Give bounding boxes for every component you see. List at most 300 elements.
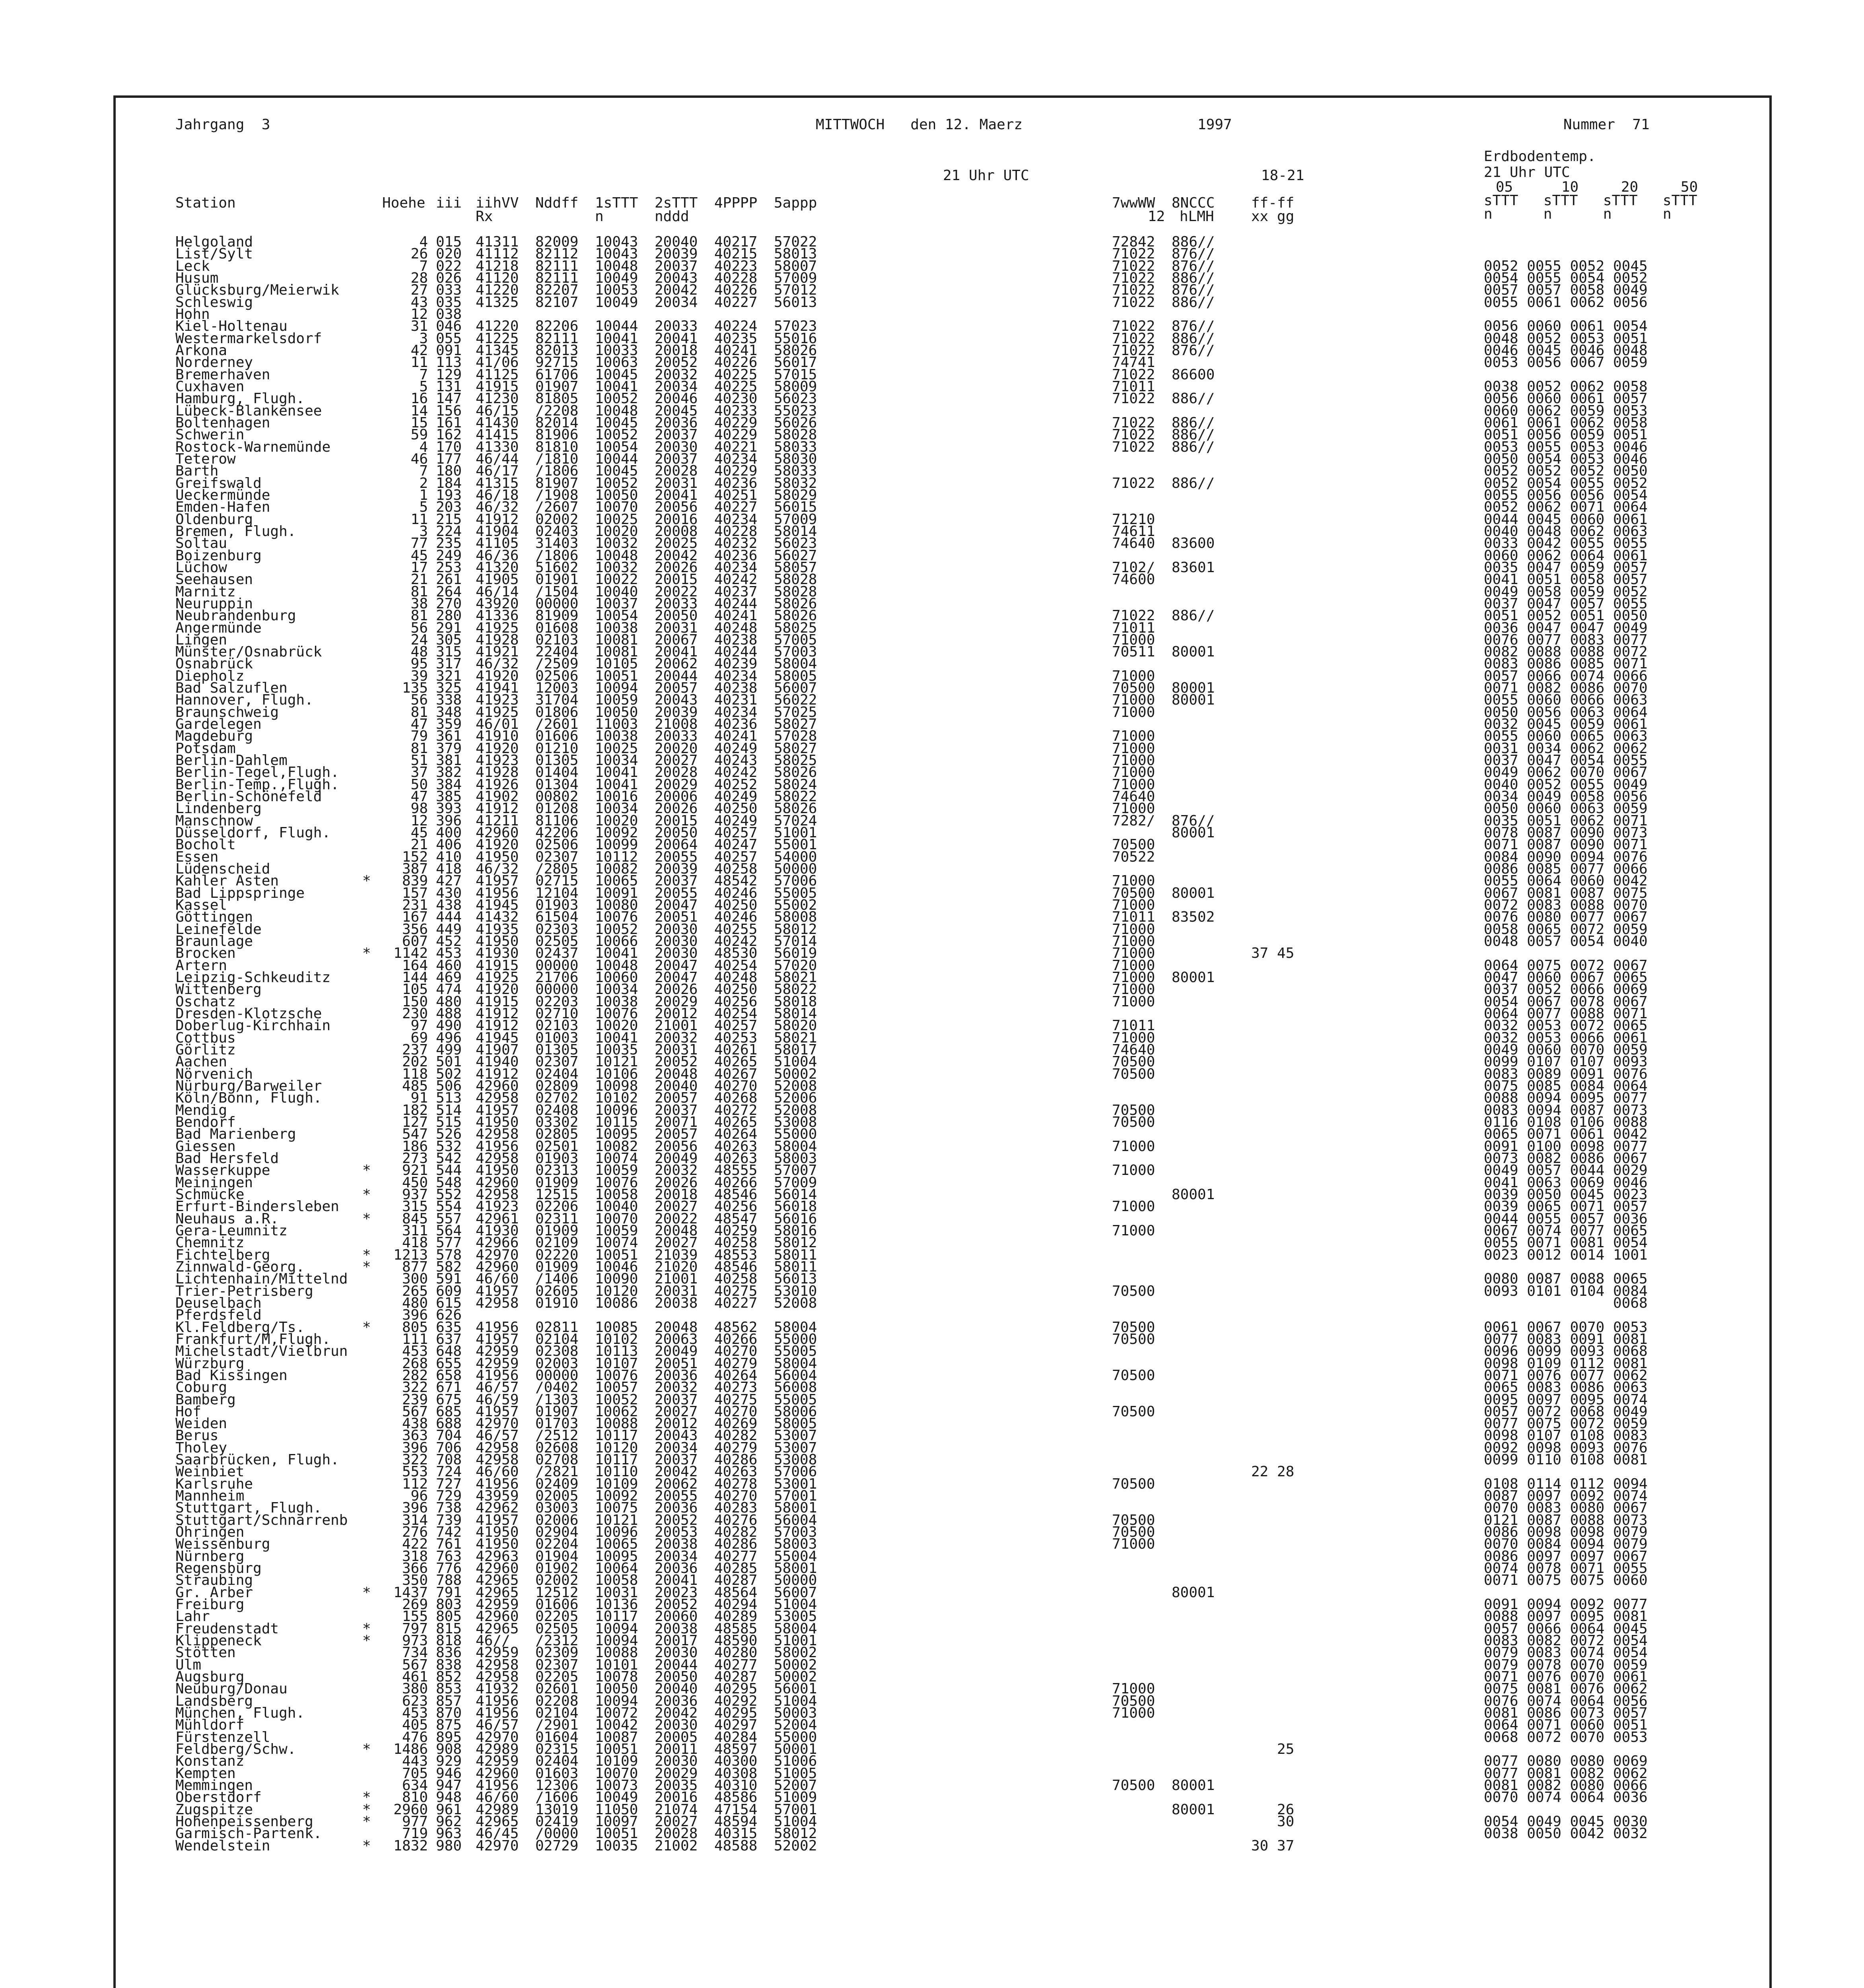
group-8nccc: 80001 <box>1172 1777 1215 1794</box>
group-nddff: /2607 <box>535 499 579 516</box>
group-5appp: 58012 <box>774 1235 817 1251</box>
group-1sttt: 10107 <box>595 1355 638 1372</box>
group-7wwww: 70500 <box>1112 680 1155 697</box>
group-1sttt: 10086 <box>595 1295 638 1311</box>
group-1sttt: 10078 <box>595 1669 638 1685</box>
table-row <box>116 523 1769 540</box>
group-1sttt: 10052 <box>595 390 638 407</box>
group-nddff: 81907 <box>535 475 579 491</box>
group-7wwww: 70500 <box>1112 1693 1155 1709</box>
group-iihvv: 41928 <box>476 631 519 648</box>
station-name: Neubrandenburg <box>175 608 296 624</box>
table-row <box>116 511 1769 528</box>
station-name: Marnitz <box>175 583 236 600</box>
high-station-marker: * <box>362 1258 371 1275</box>
soil-temps: 0075 0081 0076 0062 <box>1484 1681 1648 1697</box>
group-1sttt: 10051 <box>595 1246 638 1263</box>
station-index: 513 <box>436 1090 462 1107</box>
group-7wwww: 71000 <box>1112 969 1155 986</box>
station-height: 977 <box>402 1813 428 1830</box>
table-row <box>116 1608 1769 1625</box>
group-4pppp: 40255 <box>714 921 758 938</box>
group-5appp: 56013 <box>774 294 817 311</box>
group-nddff: 02811 <box>535 1319 579 1336</box>
station-name: Angermünde <box>175 619 262 636</box>
station-height: 1832 <box>393 1837 428 1854</box>
station-index: 280 <box>436 608 462 624</box>
group-nddff: /1806 <box>535 547 579 564</box>
station-name: Mühldorf <box>175 1717 245 1734</box>
group-1sttt: 10038 <box>595 993 638 1010</box>
soil-temps: 0077 0081 0082 0062 <box>1484 1765 1648 1782</box>
group-1sttt: 10049 <box>595 1789 638 1806</box>
group-2sttt: 20049 <box>655 1343 698 1360</box>
soil-temps: 0064 0071 0060 0051 <box>1484 1717 1648 1734</box>
soil-temps: 0116 0108 0106 0088 <box>1484 1114 1648 1130</box>
soil-temps: 0086 0085 0077 0066 <box>1484 861 1648 878</box>
station-index: 729 <box>436 1488 462 1505</box>
group-1sttt: 10059 <box>595 692 638 709</box>
group-nddff: 01404 <box>535 764 579 781</box>
table-row <box>116 547 1769 564</box>
group-2sttt: 20030 <box>655 439 698 455</box>
group-2sttt: 20036 <box>655 414 698 431</box>
group-2sttt: 20032 <box>655 366 698 383</box>
group-2sttt: 20036 <box>655 1367 698 1384</box>
group-5appp: 55005 <box>774 885 817 901</box>
group-5appp: 57007 <box>774 1162 817 1179</box>
station-height: 268 <box>402 1355 428 1372</box>
station-name: Westermarkelsdorf <box>175 330 322 347</box>
soil-temps: 0052 0062 0071 0064 <box>1484 499 1648 516</box>
station-height: 24 <box>410 631 428 648</box>
station-index: 162 <box>436 427 462 443</box>
group-iihvv: 41905 <box>476 571 519 588</box>
table-row <box>116 1452 1769 1468</box>
group-7wwww: 70500 <box>1112 1283 1155 1299</box>
group-1sttt: 10033 <box>595 342 638 359</box>
group-iihvv: 41956 <box>476 1705 519 1722</box>
group-iihvv: 41950 <box>476 1162 519 1179</box>
group-5appp: 50002 <box>774 1656 817 1673</box>
group-5appp: 56017 <box>774 354 817 371</box>
station-height: 405 <box>402 1717 428 1734</box>
station-name: Oschatz <box>175 993 236 1010</box>
group-4pppp: 40257 <box>714 1017 758 1034</box>
table-row <box>116 1258 1769 1275</box>
group-iihvv: 41915 <box>476 957 519 974</box>
group-iihvv: 42965 <box>476 1584 519 1601</box>
station-height: 21 <box>410 571 428 588</box>
soil-temps: 0049 0060 0070 0059 <box>1484 1041 1648 1058</box>
group-5appp: 57020 <box>774 957 817 974</box>
group-4pppp: 40279 <box>714 1355 758 1372</box>
group-1sttt: 10020 <box>595 523 638 540</box>
station-index: 406 <box>436 837 462 853</box>
soil-temps: 0096 0099 0093 0068 <box>1484 1343 1648 1360</box>
group-nddff: 02506 <box>535 668 579 684</box>
station-name: Hof <box>175 1403 202 1420</box>
group-nddff: 01909 <box>535 1258 579 1275</box>
station-index: 452 <box>436 933 462 950</box>
station-name: Wasserkuppe <box>175 1162 270 1179</box>
station-name: Wendelstein <box>175 1837 270 1854</box>
group-1sttt: 10121 <box>595 1054 638 1070</box>
group-1sttt: 10117 <box>595 1427 638 1444</box>
group-5appp: 53010 <box>774 1283 817 1299</box>
station-name: Frankfurt/M,Flugh. <box>175 1331 331 1347</box>
group-2sttt: 20028 <box>655 764 698 781</box>
group-2sttt: 20042 <box>655 1464 698 1480</box>
table-row <box>116 680 1769 697</box>
station-height: 28 <box>410 270 428 286</box>
group-4pppp: 40234 <box>714 559 758 576</box>
group-4pppp: 40270 <box>714 1488 758 1505</box>
group-4pppp: 40263 <box>714 1464 758 1480</box>
soil-temps: 0075 0085 0084 0064 <box>1484 1077 1648 1094</box>
station-name: Magdeburg <box>175 728 253 745</box>
group-2sttt: 20026 <box>655 1174 698 1191</box>
group-nddff: 02205 <box>535 1608 579 1625</box>
group-nddff: 02409 <box>535 1475 579 1492</box>
group-1sttt: 10076 <box>595 1174 638 1191</box>
group-5appp: 57009 <box>774 1174 817 1191</box>
group-5appp: 53008 <box>774 1452 817 1468</box>
group-4pppp: 40239 <box>714 656 758 672</box>
station-name: Weinbiet <box>175 1464 245 1480</box>
group-1sttt: 10040 <box>595 1198 638 1215</box>
group-4pppp: 40242 <box>714 764 758 781</box>
group-4pppp: 40256 <box>714 1198 758 1215</box>
group-2sttt: 20031 <box>655 1041 698 1058</box>
table-row <box>116 330 1769 347</box>
group-4pppp: 40270 <box>714 1343 758 1360</box>
group-iihvv: 42970 <box>476 1415 519 1432</box>
group-4pppp: 40258 <box>714 1235 758 1251</box>
soil-temps: 0051 0056 0059 0051 <box>1484 427 1648 443</box>
table-row <box>116 1427 1769 1444</box>
soil-temps: 0061 0067 0070 0053 <box>1484 1319 1648 1336</box>
table-row <box>116 1717 1769 1734</box>
group-5appp: 51004 <box>774 1596 817 1613</box>
station-name: Hannover, Flugh. <box>175 692 313 709</box>
group-nddff: 00000 <box>535 595 579 612</box>
station-name: Görlitz <box>175 1041 236 1058</box>
soil-temps: 0044 0045 0060 0061 <box>1484 511 1648 528</box>
station-index: 033 <box>436 282 462 299</box>
group-1sttt: 10106 <box>595 1066 638 1082</box>
station-index: 496 <box>436 1029 462 1046</box>
soil-temps: 0058 0065 0072 0059 <box>1484 921 1648 938</box>
group-iihvv: 41315 <box>476 475 519 491</box>
soil-temps: 0077 0075 0072 0059 <box>1484 1415 1648 1432</box>
group-2sttt: 20037 <box>655 427 698 443</box>
group-nddff: /2312 <box>535 1633 579 1649</box>
group-7wwww: 71000 <box>1112 1222 1155 1239</box>
col-n-20: n <box>1603 206 1612 222</box>
station-height: 96 <box>410 1488 428 1505</box>
group-4pppp: 40227 <box>714 1295 758 1311</box>
soil-temps: 0035 0047 0059 0057 <box>1484 559 1648 576</box>
table-row <box>116 234 1769 250</box>
station-name: Bendorf <box>175 1114 236 1130</box>
col-2sttt-sub: nddd <box>655 208 689 225</box>
soil-temps: 0040 0048 0062 0063 <box>1484 523 1648 540</box>
group-2sttt: 20041 <box>655 330 698 347</box>
group-nddff: 02404 <box>535 1066 579 1082</box>
group-4pppp: 40234 <box>714 511 758 528</box>
table-row <box>116 1403 1769 1420</box>
group-4pppp: 40231 <box>714 692 758 709</box>
station-name: Gr. Arber <box>175 1584 253 1601</box>
table-row <box>116 1379 1769 1396</box>
table-row <box>116 945 1769 962</box>
soil-temps: 0039 0050 0045 0023 <box>1484 1186 1648 1203</box>
group-2sttt: 20027 <box>655 1198 698 1215</box>
group-7wwww: 71000 <box>1112 764 1155 781</box>
soil-temps: 0057 0057 0058 0049 <box>1484 282 1648 299</box>
group-2sttt: 20025 <box>655 535 698 552</box>
group-7wwww: 71022 <box>1112 342 1155 359</box>
group-iihvv: 41956 <box>476 1777 519 1794</box>
station-name: Schmücke <box>175 1186 245 1203</box>
station-index: 305 <box>436 631 462 648</box>
group-4pppp: 40225 <box>714 366 758 383</box>
station-name: Lüchow <box>175 559 227 576</box>
station-height: 105 <box>402 981 428 998</box>
group-7wwww: 71000 <box>1112 631 1155 648</box>
table-row <box>116 1548 1769 1565</box>
group-5appp: 56001 <box>774 1681 817 1697</box>
station-name: Lichtenhain/Mittelnd <box>175 1271 348 1287</box>
station-height: 443 <box>402 1753 428 1770</box>
soil-temps: 0055 0061 0062 0056 <box>1484 294 1648 311</box>
group-1sttt: 10059 <box>595 1162 638 1179</box>
group-5appp: 53001 <box>774 1475 817 1492</box>
group-nddff: 01910 <box>535 1295 579 1311</box>
station-height: 839 <box>402 873 428 889</box>
group-8nccc: 80001 <box>1172 825 1215 841</box>
station-name: Neuruppin <box>175 595 253 612</box>
group-iihvv: 41950 <box>476 1536 519 1553</box>
group-4pppp: 40233 <box>714 402 758 419</box>
station-name: Erfurt-Bindersleben <box>175 1198 339 1215</box>
group-8nccc: 886// <box>1172 270 1215 286</box>
col-hoehe: Hoehe <box>382 195 426 211</box>
group-5appp: 55002 <box>774 897 817 914</box>
high-station-marker: * <box>362 1162 371 1179</box>
group-4pppp: 40249 <box>714 812 758 829</box>
soil-temps: 0071 0076 0070 0061 <box>1484 1669 1648 1685</box>
table-row <box>116 957 1769 974</box>
group-1sttt: 10042 <box>595 1717 638 1734</box>
station-height: 31 <box>410 318 428 335</box>
group-4pppp: 48547 <box>714 1210 758 1227</box>
table-row <box>116 1066 1769 1082</box>
table-row <box>116 1367 1769 1384</box>
station-index: 615 <box>436 1295 462 1311</box>
group-7wwww: 71210 <box>1112 511 1155 528</box>
group-8nccc: 83502 <box>1172 909 1215 926</box>
group-iihvv: 42959 <box>476 1753 519 1770</box>
station-index: 671 <box>436 1379 462 1396</box>
group-iihvv: 41915 <box>476 993 519 1010</box>
station-height: 1486 <box>393 1741 428 1758</box>
group-1sttt: 10041 <box>595 378 638 395</box>
station-index: 727 <box>436 1475 462 1492</box>
group-nddff: 02003 <box>535 1355 579 1372</box>
station-index: 947 <box>436 1777 462 1794</box>
soil-temps: 0031 0034 0062 0062 <box>1484 740 1648 757</box>
group-iihvv: 41923 <box>476 1198 519 1215</box>
group-iihvv: 41956 <box>476 1693 519 1709</box>
soil-temps: 0048 0052 0053 0051 <box>1484 330 1648 347</box>
group-iihvv: 41211 <box>476 812 519 829</box>
group-1sttt: 10090 <box>595 1271 638 1287</box>
group-5appp: 56015 <box>774 499 817 516</box>
group-5appp: 56023 <box>774 390 817 407</box>
group-1sttt: 10121 <box>595 1512 638 1528</box>
group-5appp: 57003 <box>774 644 817 660</box>
group-8nccc: 876// <box>1172 318 1215 335</box>
group-4pppp: 40253 <box>714 1029 758 1046</box>
group-nddff: 02702 <box>535 1090 579 1107</box>
group-5appp: 50002 <box>774 1066 817 1082</box>
group-5appp: 58005 <box>774 668 817 684</box>
group-4pppp: 40285 <box>714 1560 758 1577</box>
station-name: Coburg <box>175 1379 227 1396</box>
group-8nccc: 886// <box>1172 390 1215 407</box>
group-1sttt: 10051 <box>595 1741 638 1758</box>
station-name: Leipzig-Schkeuditz <box>175 969 331 986</box>
group-2sttt: 20027 <box>655 1403 698 1420</box>
station-name: Doberlug-Kirchhain <box>175 1017 331 1034</box>
station-name: Hamburg, Flugh. <box>175 390 305 407</box>
group-nddff: 02437 <box>535 945 579 962</box>
group-nddff: /0402 <box>535 1379 579 1396</box>
station-name: Münster/Osnabrück <box>175 644 322 660</box>
group-5appp: 58032 <box>774 475 817 491</box>
station-name: Greifswald <box>175 475 262 491</box>
station-name: Wittenberg <box>175 981 262 998</box>
group-4pppp: 40250 <box>714 800 758 817</box>
table-row <box>116 246 1769 262</box>
group-7wwww: 71022 <box>1112 282 1155 299</box>
group-nddff: 03302 <box>535 1114 579 1130</box>
group-5appp: 56004 <box>774 1512 817 1528</box>
group-1sttt: 10025 <box>595 740 638 757</box>
station-height: 11 <box>410 354 428 371</box>
station-name: Kempten <box>175 1765 236 1782</box>
station-height: 26 <box>410 246 428 262</box>
station-height: 380 <box>402 1681 428 1697</box>
group-ffff: 26 <box>1251 1801 1294 1818</box>
group-4pppp: 40250 <box>714 981 758 998</box>
station-index: 161 <box>436 414 462 431</box>
group-iihvv: 41105 <box>476 535 519 552</box>
group-5appp: 58001 <box>774 1500 817 1516</box>
group-5appp: 51005 <box>774 1765 817 1782</box>
soil-temps: 0041 0063 0069 0046 <box>1484 1174 1648 1191</box>
soil-temps: 0081 0086 0073 0057 <box>1484 1705 1648 1722</box>
station-height: 51 <box>410 752 428 769</box>
group-8nccc: 83601 <box>1172 559 1215 576</box>
group-iihvv: 41920 <box>476 837 519 853</box>
group-2sttt: 20016 <box>655 1789 698 1806</box>
soil-temps: 0055 0071 0081 0054 <box>1484 1235 1648 1251</box>
group-5appp: 57001 <box>774 1488 817 1505</box>
group-iihvv: 41/06 <box>476 354 519 371</box>
station-index: 022 <box>436 258 462 274</box>
station-index: 554 <box>436 1198 462 1215</box>
station-height: 81 <box>410 583 428 600</box>
group-5appp: 52008 <box>774 1102 817 1118</box>
station-index: 131 <box>436 378 462 395</box>
group-iihvv: 46/32 <box>476 499 519 516</box>
station-height: 318 <box>402 1548 428 1565</box>
group-2sttt: 20062 <box>655 656 698 672</box>
group-2sttt: 20039 <box>655 704 698 720</box>
group-7wwww: 70500 <box>1112 1319 1155 1336</box>
group-iihvv: 41930 <box>476 945 519 962</box>
group-4pppp: 40283 <box>714 1500 758 1516</box>
soil-temps: 0068 <box>1484 1295 1648 1311</box>
station-index: 948 <box>436 1789 462 1806</box>
group-1sttt: 10095 <box>595 1126 638 1143</box>
soil-temps: 0047 0060 0067 0065 <box>1484 969 1648 986</box>
soil-temps: 0048 0057 0054 0040 <box>1484 933 1648 950</box>
group-5appp: 58008 <box>774 909 817 926</box>
group-5appp: 53008 <box>774 1114 817 1130</box>
soil-temps: 0050 0056 0063 0064 <box>1484 704 1648 720</box>
group-iihvv: 42958 <box>476 1669 519 1685</box>
station-index: 803 <box>436 1596 462 1613</box>
group-1sttt: 10054 <box>595 608 638 624</box>
station-name: Chemnitz <box>175 1235 245 1251</box>
group-iihvv: 42960 <box>476 1077 519 1094</box>
group-nddff: /2512 <box>535 1427 579 1444</box>
group-5appp: 55004 <box>774 1548 817 1565</box>
group-iihvv: 46/32 <box>476 861 519 878</box>
group-iihvv: 46/15 <box>476 402 519 419</box>
soil-temps: 0070 0083 0080 0067 <box>1484 1500 1648 1516</box>
group-4pppp: 40277 <box>714 1548 758 1565</box>
station-index: 490 <box>436 1017 462 1034</box>
group-1sttt: 10037 <box>595 595 638 612</box>
soil-temps: 0064 0077 0088 0071 <box>1484 1006 1648 1022</box>
group-1sttt: 10115 <box>595 1114 638 1130</box>
group-1sttt: 10035 <box>595 1041 638 1058</box>
station-name: Leck <box>175 258 210 274</box>
group-2sttt: 20032 <box>655 1379 698 1396</box>
table-row <box>116 294 1769 311</box>
station-height: 152 <box>402 848 428 865</box>
group-4pppp: 40217 <box>714 234 758 250</box>
group-nddff: 02608 <box>535 1439 579 1456</box>
soil-temps: 0067 0074 0077 0065 <box>1484 1222 1648 1239</box>
group-1sttt: 10110 <box>595 1464 638 1480</box>
station-name: Öhringen <box>175 1524 245 1541</box>
group-5appp: 58004 <box>774 656 817 672</box>
group-iihvv: 41112 <box>476 246 519 262</box>
group-8nccc: 876// <box>1172 258 1215 274</box>
soil-temps: 0061 0061 0062 0058 <box>1484 414 1648 431</box>
group-4pppp: 40282 <box>714 1427 758 1444</box>
group-iihvv: 41912 <box>476 1006 519 1022</box>
station-name: Oldenburg <box>175 511 253 528</box>
group-nddff: 02601 <box>535 1681 579 1697</box>
station-index: 788 <box>436 1572 462 1589</box>
